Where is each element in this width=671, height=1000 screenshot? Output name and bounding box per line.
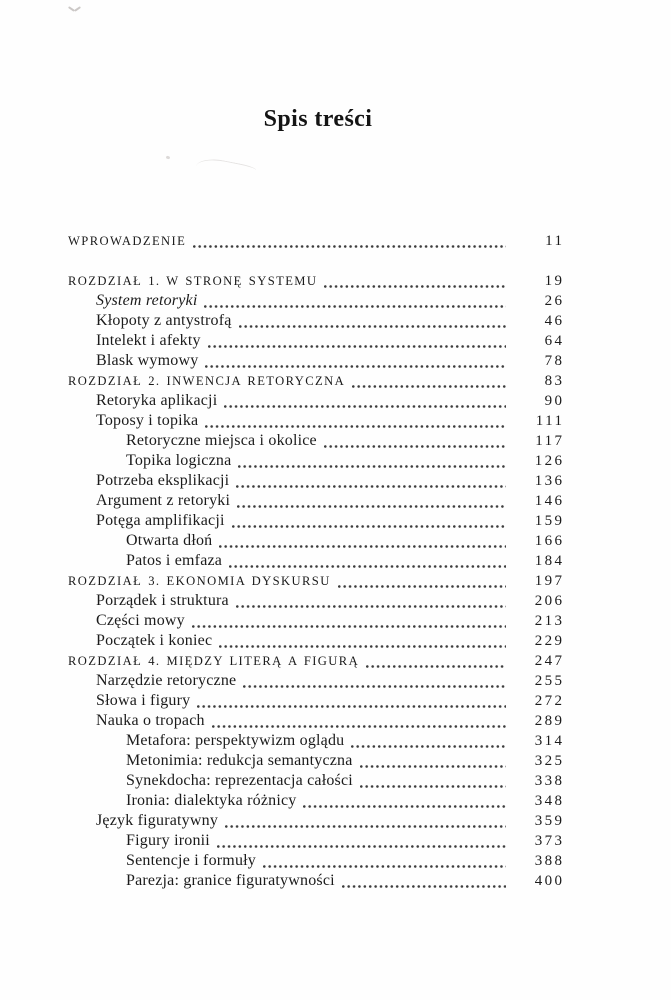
dot-leader [324, 445, 507, 448]
toc-entry [68, 371, 565, 391]
toc-entry [68, 691, 565, 711]
toc-list [68, 231, 565, 891]
toc-entry-page: 19 [544, 273, 565, 289]
toc-entry-label: Części mowy [96, 612, 185, 629]
toc-entry [68, 311, 565, 331]
toc-entry-label: Synekdocha: reprezentacja całości [126, 772, 353, 789]
toc-entry-label: Topika logiczna [126, 452, 232, 469]
toc-entry-label: Retoryka aplikacji [96, 392, 218, 409]
toc-entry-page: 388 [534, 853, 565, 869]
toc-entry [68, 611, 565, 631]
dot-leader [205, 425, 506, 428]
toc-entry-page: 46 [544, 313, 565, 329]
dot-leader [229, 565, 506, 568]
toc-entry-label: Słowa i figury [96, 692, 191, 709]
dot-leader [338, 585, 507, 588]
toc-entry-page: 11 [545, 233, 565, 249]
dot-leader [236, 485, 506, 488]
toc-entry-page: 229 [534, 633, 565, 649]
scan-artifact-mark [68, 6, 82, 14]
toc-entry-label: Ironia: dialektyka różnicy [126, 792, 297, 809]
toc-entry [68, 531, 565, 551]
dot-leader [324, 285, 506, 288]
toc-entry-label: Narzędzie retoryczne [96, 672, 237, 689]
toc-entry-label: ROZDZIAŁ 3. EKONOMIA DYSKURSU [68, 574, 331, 588]
toc-entry-label: Metafora: perspektywizm oglądu [126, 732, 345, 749]
toc-entry-page: 197 [534, 573, 565, 589]
toc-entry-label: ROZDZIAŁ 4. MIĘDZY LITERĄ A FIGURĄ [68, 654, 360, 668]
toc-entry [68, 391, 565, 411]
dot-leader [360, 765, 507, 768]
toc-entry-page: 206 [534, 593, 565, 609]
dot-leader [263, 865, 506, 868]
toc-entry-page: 78 [544, 353, 565, 369]
toc-entry-page: 126 [534, 453, 565, 469]
toc-entry-label: Porządek i struktura [96, 592, 229, 609]
toc-entry-page: 111 [535, 413, 565, 429]
toc-entry-label: Argument z retoryki [96, 492, 231, 509]
toc-entry [68, 291, 565, 311]
toc-entry-page: 325 [534, 753, 565, 769]
dot-leader [351, 745, 506, 748]
toc-entry-label: ROZDZIAŁ 2. INWENCJA RETORYCZNA [68, 374, 346, 388]
toc-entry [68, 571, 565, 591]
dot-leader [243, 685, 506, 688]
toc-entry [68, 491, 565, 511]
dot-leader [192, 625, 507, 628]
toc-entry [68, 471, 565, 491]
toc-entry-page: 247 [534, 653, 565, 669]
toc-entry-label: WPROWADZENIE [68, 234, 187, 248]
dot-leader [212, 725, 507, 728]
toc-entry-page: 184 [534, 553, 565, 569]
toc-entry [68, 811, 565, 831]
toc-entry [68, 511, 565, 531]
toc-entry [68, 411, 565, 431]
toc-entry-label: Metonimia: redukcja semantyczna [126, 752, 353, 769]
dot-leader [208, 345, 507, 348]
toc-entry [68, 591, 565, 611]
toc-entry-page: 90 [544, 393, 565, 409]
page-title: Spis treści [263, 106, 373, 132]
toc-entry-label: Sentencje i formuły [126, 852, 256, 869]
toc-entry-label: Potrzeba eksplikacji [96, 472, 230, 489]
toc-entry [68, 351, 565, 371]
toc-entry-page: 348 [534, 793, 565, 809]
dot-leader [360, 785, 506, 788]
toc-entry [68, 231, 565, 251]
toc-entry-page: 338 [534, 773, 565, 789]
toc-entry-label: Potęga amplifikacji [96, 512, 225, 529]
toc-entry-label: System retoryki [96, 292, 198, 309]
dot-leader [238, 465, 506, 468]
toc-entry-label: Parezja: granice figuratywności [126, 872, 335, 889]
dot-leader [204, 305, 506, 308]
toc-entry-label: Język figuratywny [96, 812, 219, 829]
dot-leader [366, 665, 506, 668]
toc-entry [68, 431, 565, 451]
toc-entry-page: 314 [534, 733, 565, 749]
toc-entry [68, 731, 565, 751]
toc-entry-label: Figury ironii [126, 832, 210, 849]
toc-entry-page: 83 [544, 373, 565, 389]
dot-leader [219, 545, 506, 548]
toc-entry-page: 117 [535, 433, 565, 449]
toc-entry [68, 451, 565, 471]
toc-entry [68, 271, 565, 291]
dot-leader [197, 705, 506, 708]
toc-entry-page: 159 [534, 513, 565, 529]
dot-leader [232, 525, 507, 528]
dot-leader [239, 325, 507, 328]
toc-entry-page: 26 [544, 293, 565, 309]
toc-entry [68, 711, 565, 731]
toc-entry-label: Kłopoty z antystrofą [96, 312, 232, 329]
toc-entry [68, 671, 565, 691]
toc-entry [68, 851, 565, 871]
toc-entry-label: ROZDZIAŁ 1. W STRONĘ SYSTEMU [68, 274, 318, 288]
toc-entry [68, 771, 565, 791]
dot-leader [237, 505, 506, 508]
toc-entry-label: Patos i emfaza [126, 552, 223, 569]
dot-leader [303, 805, 506, 808]
toc-entry-page: 289 [534, 713, 565, 729]
toc-entry-page: 359 [534, 813, 565, 829]
toc-entry-label: Nauka o tropach [96, 712, 205, 729]
toc-entry [68, 551, 565, 571]
dot-leader [193, 245, 506, 248]
toc-entry-page: 136 [534, 473, 565, 489]
scan-artifact-speck [166, 155, 171, 159]
toc-entry [68, 831, 565, 851]
toc-entry [68, 791, 565, 811]
toc-entry-page: 213 [534, 613, 565, 629]
dot-leader [217, 845, 506, 848]
dot-leader [236, 605, 507, 608]
dot-leader [352, 385, 506, 388]
toc-entry-page: 373 [534, 833, 565, 849]
toc-entry-page: 146 [534, 493, 565, 509]
toc-entry-label: Blask wymowy [96, 352, 199, 369]
toc-entry-page: 166 [534, 533, 565, 549]
toc-entry-label: Retoryczne miejsca i okolice [126, 432, 317, 449]
toc-entry [68, 871, 565, 891]
scan-artifact-smudge [195, 155, 257, 181]
toc-entry-page: 64 [544, 333, 565, 349]
toc-entry-label: Początek i koniec [96, 632, 213, 649]
toc-entry-page: 272 [534, 693, 565, 709]
dot-leader [219, 645, 506, 648]
toc-entry-label: Toposy i topika [96, 412, 199, 429]
dot-leader [342, 885, 507, 888]
dot-leader [205, 365, 506, 368]
toc-entry [68, 331, 565, 351]
toc-entry [68, 631, 565, 651]
dot-leader [224, 405, 506, 408]
toc-entry [68, 651, 565, 671]
toc-entry-label: Otwarta dłoń [126, 532, 213, 549]
toc-entry-page: 400 [534, 873, 565, 889]
dot-leader [225, 825, 506, 828]
toc-entry [68, 751, 565, 771]
toc-entry-page: 255 [534, 673, 565, 689]
toc-entry-label: Intelekt i afekty [96, 332, 201, 349]
